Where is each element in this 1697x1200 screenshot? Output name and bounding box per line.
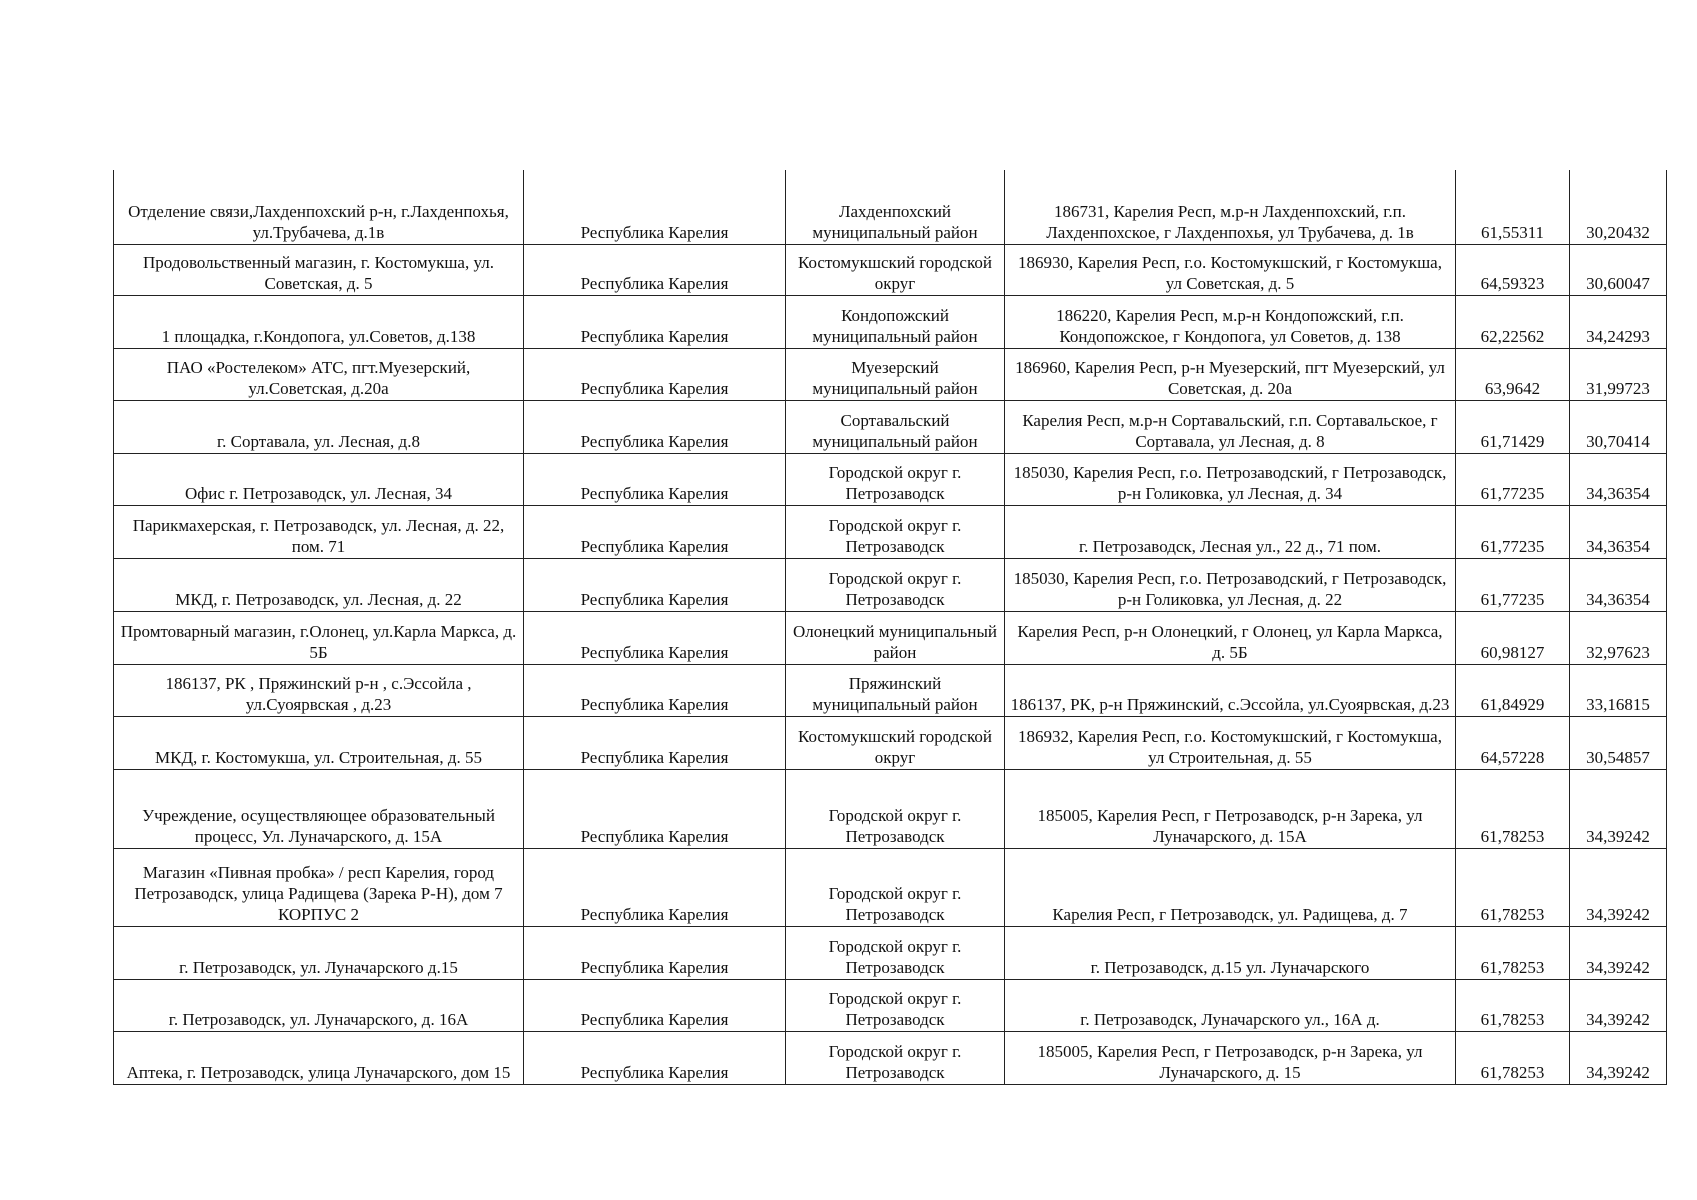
cell-longitude: 34,39242	[1570, 926, 1667, 979]
cell-address: Карелия Респ, г Петрозаводск, ул. Радищева, д. 7	[1005, 848, 1456, 926]
cell-object-name: МКД, г. Костомукша, ул. Строительная, д. 55	[114, 716, 524, 769]
cell-address: 185005, Карелия Респ, г Петрозаводск, р-н Зарека, ул Луначарского, д. 15	[1005, 1031, 1456, 1084]
cell-district: Городской округ г. Петрозаводск	[786, 926, 1005, 979]
cell-district: Лахденпохский муниципальный район	[786, 170, 1005, 244]
cell-longitude: 34,39242	[1570, 1031, 1667, 1084]
cell-address: 186930, Карелия Респ, г.о. Костомукшский, г Костомукша, ул Советская, д. 5	[1005, 244, 1456, 295]
cell-region: Республика Карелия	[524, 558, 786, 611]
cell-address: 185030, Карелия Респ, г.о. Петрозаводский, г Петрозаводск, р-н Голиковка, ул Лесная, д. 22	[1005, 558, 1456, 611]
cell-object-name: Промтоварный магазин, г.Олонец, ул.Карла Маркса, д. 5Б	[114, 611, 524, 664]
table-row	[114, 558, 1667, 611]
cell-latitude: 61,78253	[1456, 769, 1570, 848]
cell-object-name: Отделение связи,Лахденпохский р-н, г.Лахденпохья, ул.Трубачева, д.1в	[114, 170, 524, 244]
cell-longitude: 34,36354	[1570, 453, 1667, 505]
cell-address: 186960, Карелия Респ, р-н Муезерский, пгт Муезерский, ул Советская, д. 20а	[1005, 348, 1456, 400]
cell-latitude: 61,55311	[1456, 170, 1570, 244]
cell-longitude: 31,99723	[1570, 348, 1667, 400]
cell-object-name: ПАО «Ростелеком» АТС, пгт.Муезерский, ул.Советская, д.20а	[114, 348, 524, 400]
cell-object-name: г. Сортавала, ул. Лесная, д.8	[114, 400, 524, 453]
cell-district: Муезерский муниципальный район	[786, 348, 1005, 400]
cell-district: Городской округ г. Петрозаводск	[786, 848, 1005, 926]
cell-region: Республика Карелия	[524, 769, 786, 848]
cell-address: 186220, Карелия Респ, м.р-н Кондопожский, г.п. Кондопожское, г Кондопога, ул Советов, д. 138	[1005, 295, 1456, 348]
table-row	[114, 505, 1667, 558]
table-row	[114, 295, 1667, 348]
cell-address: г. Петрозаводск, Лесная ул., 22 д., 71 пом.	[1005, 505, 1456, 558]
cell-address: 186137, РК, р-н Пряжинский, с.Эссойла, ул.Суоярвская, д.23	[1005, 664, 1456, 716]
cell-longitude: 30,70414	[1570, 400, 1667, 453]
cell-longitude: 34,36354	[1570, 505, 1667, 558]
cell-address: 185005, Карелия Респ, г Петрозаводск, р-н Зарека, ул Луначарского, д. 15А	[1005, 769, 1456, 848]
cell-latitude: 61,78253	[1456, 1031, 1570, 1084]
cell-longitude: 30,60047	[1570, 244, 1667, 295]
cell-object-name: Учреждение, осуществляющее образовательный процесс, Ул. Луначарского, д. 15А	[114, 769, 524, 848]
cell-object-name: Продовольственный магазин, г. Костомукша, ул. Советская, д. 5	[114, 244, 524, 295]
cell-object-name: Парикмахерская, г. Петрозаводск, ул. Лесная, д. 22, пом. 71	[114, 505, 524, 558]
table-row	[114, 848, 1667, 926]
cell-longitude: 34,39242	[1570, 848, 1667, 926]
cell-region: Республика Карелия	[524, 664, 786, 716]
cell-longitude: 34,36354	[1570, 558, 1667, 611]
cell-address: Карелия Респ, р-н Олонецкий, г Олонец, ул Карла Маркса, д. 5Б	[1005, 611, 1456, 664]
cell-object-name: г. Петрозаводск, ул. Луначарского, д. 16А	[114, 979, 524, 1031]
cell-latitude: 61,77235	[1456, 558, 1570, 611]
table-row	[114, 611, 1667, 664]
cell-address: Карелия Респ, м.р-н Сортавальский, г.п. Сортавальское, г Сортавала, ул Лесная, д. 8	[1005, 400, 1456, 453]
cell-latitude: 64,59323	[1456, 244, 1570, 295]
table-row	[114, 244, 1667, 295]
cell-region: Республика Карелия	[524, 926, 786, 979]
table-row	[114, 453, 1667, 505]
cell-district: Сортавальский муниципальный район	[786, 400, 1005, 453]
table-row	[114, 716, 1667, 769]
cell-district: Пряжинский муниципальный район	[786, 664, 1005, 716]
cell-object-name: 1 площадка, г.Кондопога, ул.Советов, д.138	[114, 295, 524, 348]
cell-latitude: 61,77235	[1456, 453, 1570, 505]
table-row	[114, 664, 1667, 716]
cell-district: Олонецкий муниципальный район	[786, 611, 1005, 664]
cell-longitude: 34,39242	[1570, 769, 1667, 848]
cell-region: Республика Карелия	[524, 400, 786, 453]
cell-latitude: 61,84929	[1456, 664, 1570, 716]
cell-latitude: 61,78253	[1456, 926, 1570, 979]
cell-longitude: 33,16815	[1570, 664, 1667, 716]
cell-latitude: 61,78253	[1456, 979, 1570, 1031]
cell-region: Республика Карелия	[524, 170, 786, 244]
cell-object-name: г. Петрозаводск, ул. Луначарского д.15	[114, 926, 524, 979]
cell-object-name: Офис г. Петрозаводск, ул. Лесная, 34	[114, 453, 524, 505]
cell-region: Республика Карелия	[524, 348, 786, 400]
table-row	[114, 926, 1667, 979]
cell-object-name: Аптека, г. Петрозаводск, улица Луначарского, дом 15	[114, 1031, 524, 1084]
cell-district: Городской округ г. Петрозаводск	[786, 558, 1005, 611]
locations-table	[113, 170, 1667, 1085]
cell-object-name: 186137, РК , Пряжинский р-н , с.Эссойла , ул.Суоярвская , д.23	[114, 664, 524, 716]
table-row	[114, 170, 1667, 244]
table-row	[114, 769, 1667, 848]
cell-object-name: МКД, г. Петрозаводск, ул. Лесная, д. 22	[114, 558, 524, 611]
cell-district: Городской округ г. Петрозаводск	[786, 979, 1005, 1031]
cell-latitude: 61,71429	[1456, 400, 1570, 453]
cell-district: Костомукшский городской округ	[786, 716, 1005, 769]
cell-latitude: 62,22562	[1456, 295, 1570, 348]
cell-region: Республика Карелия	[524, 611, 786, 664]
cell-region: Республика Карелия	[524, 1031, 786, 1084]
cell-latitude: 61,77235	[1456, 505, 1570, 558]
cell-address: 186731, Карелия Респ, м.р-н Лахденпохский, г.п. Лахденпохское, г Лахденпохья, ул Трубачева, д. 1в	[1005, 170, 1456, 244]
cell-region: Республика Карелия	[524, 453, 786, 505]
cell-address: г. Петрозаводск, Луначарского ул., 16А д.	[1005, 979, 1456, 1031]
cell-district: Городской округ г. Петрозаводск	[786, 1031, 1005, 1084]
cell-region: Республика Карелия	[524, 244, 786, 295]
cell-latitude: 60,98127	[1456, 611, 1570, 664]
table-body	[114, 170, 1667, 1084]
cell-latitude: 64,57228	[1456, 716, 1570, 769]
cell-latitude: 61,78253	[1456, 848, 1570, 926]
cell-longitude: 30,20432	[1570, 170, 1667, 244]
table-row	[114, 979, 1667, 1031]
cell-address: 186932, Карелия Респ, г.о. Костомукшский, г Костомукша, ул Строительная, д. 55	[1005, 716, 1456, 769]
cell-address: г. Петрозаводск, д.15 ул. Луначарского	[1005, 926, 1456, 979]
cell-district: Городской округ г. Петрозаводск	[786, 453, 1005, 505]
cell-region: Республика Карелия	[524, 505, 786, 558]
cell-latitude: 63,9642	[1456, 348, 1570, 400]
table-row	[114, 400, 1667, 453]
cell-region: Республика Карелия	[524, 716, 786, 769]
cell-longitude: 34,39242	[1570, 979, 1667, 1031]
cell-region: Республика Карелия	[524, 979, 786, 1031]
cell-longitude: 32,97623	[1570, 611, 1667, 664]
cell-district: Городской округ г. Петрозаводск	[786, 769, 1005, 848]
table-row	[114, 1031, 1667, 1084]
table-row	[114, 348, 1667, 400]
cell-region: Республика Карелия	[524, 848, 786, 926]
cell-address: 185030, Карелия Респ, г.о. Петрозаводский, г Петрозаводск, р-н Голиковка, ул Лесная, д. 34	[1005, 453, 1456, 505]
cell-district: Костомукшский городской округ	[786, 244, 1005, 295]
cell-district: Городской округ г. Петрозаводск	[786, 505, 1005, 558]
cell-district: Кондопожский муниципальный район	[786, 295, 1005, 348]
cell-region: Республика Карелия	[524, 295, 786, 348]
cell-object-name: Магазин «Пивная пробка» / респ Карелия, город Петрозаводск, улица Радищева (Зарека Р-Н), дом 7 КОРПУС 2	[114, 848, 524, 926]
cell-longitude: 30,54857	[1570, 716, 1667, 769]
cell-longitude: 34,24293	[1570, 295, 1667, 348]
